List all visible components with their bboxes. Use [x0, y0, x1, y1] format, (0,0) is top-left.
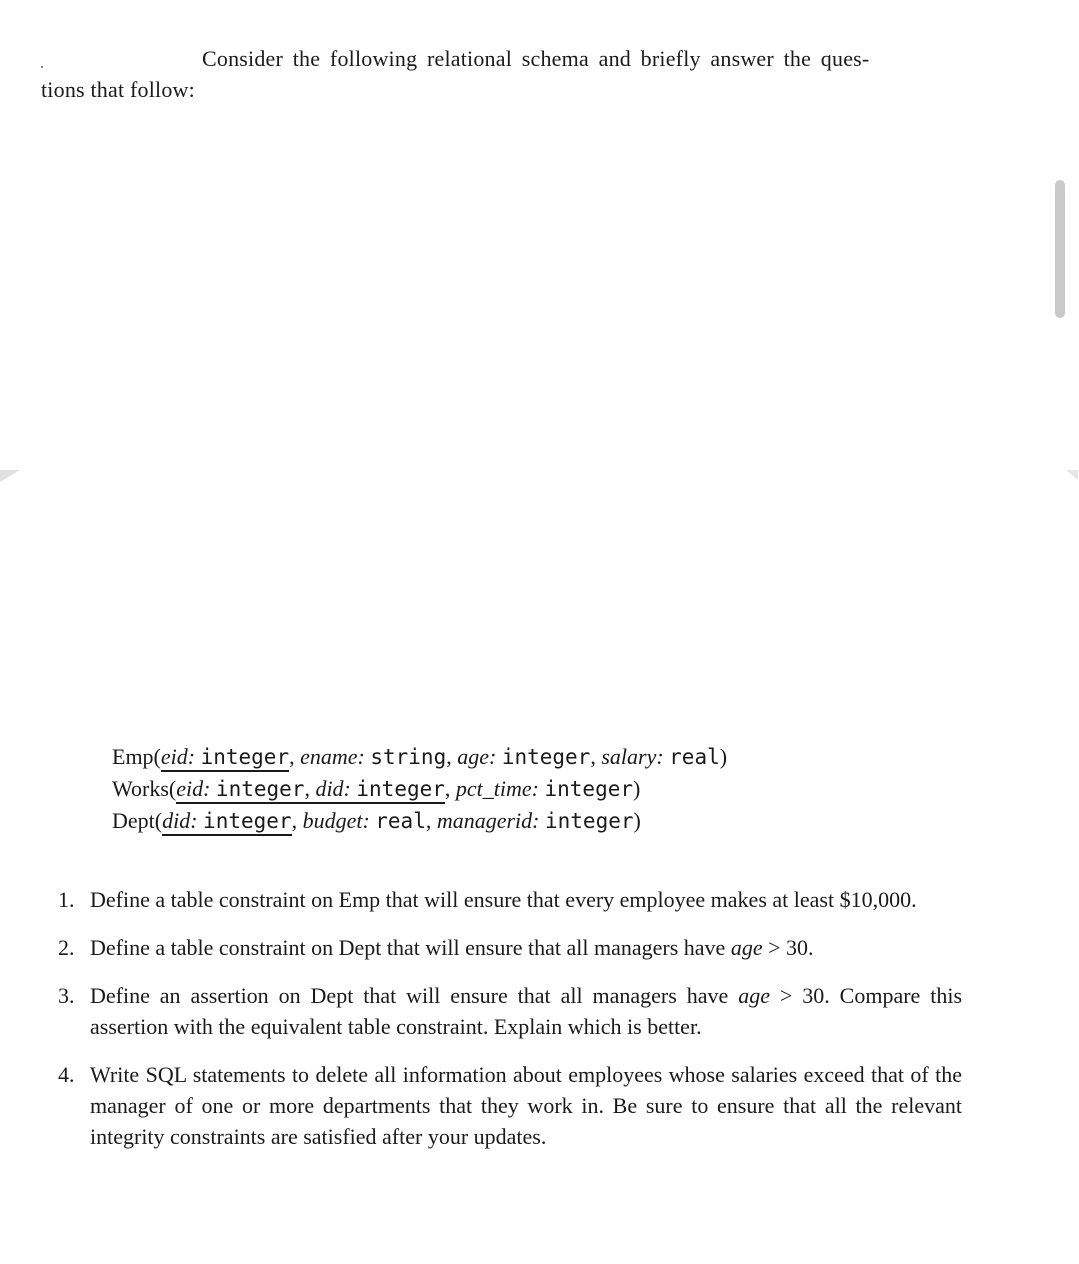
relation-name: Dept(	[112, 808, 163, 833]
schema-emp: Emp(eid: integer, ename: string, age: integer, salary: real)	[112, 744, 727, 770]
relation-name: Emp(	[112, 744, 161, 769]
intro-line-1: Consider the following relational schema and briefly answer the ques-	[202, 46, 870, 71]
scrollbar-thumb[interactable]	[1055, 180, 1065, 318]
question-item: 4. Write SQL statements to delete all information about employees whose salaries exceed that of the manager of one or more departments that they work in. Be sure to ensure that all the relevant integrity constraints are satisfied after your updates.	[58, 1062, 962, 1149]
schema-dept: Dept(did: integer, budget: real, managerid: integer)	[112, 808, 641, 834]
question-list	[58, 884, 962, 1169]
page-corner-right	[1066, 470, 1078, 480]
question-item: 1. Define a table constraint on Emp that will ensure that every employee makes at least $10,000.	[58, 887, 917, 912]
question-item: 3. Define an assertion on Dept that will ensure that all managers have age > 30. Compare this assertion with the equivalent table constraint. Explain which is better.	[58, 983, 963, 1039]
stray-mark	[41, 66, 43, 68]
relation-name: Works(	[112, 776, 177, 801]
primary-key: eid: integer	[161, 744, 289, 772]
question-item: 2. Define a table constraint on Dept that will ensure that all managers have age > 30.	[58, 935, 814, 960]
schema-works: Works(eid: integer, did: integer, pct_time: integer)	[112, 776, 640, 802]
page-corner-left	[0, 470, 20, 482]
primary-key: eid: integer, did: integer	[176, 776, 445, 804]
primary-key: did: integer	[162, 808, 291, 836]
intro-line-2: tions that follow:	[41, 77, 195, 102]
